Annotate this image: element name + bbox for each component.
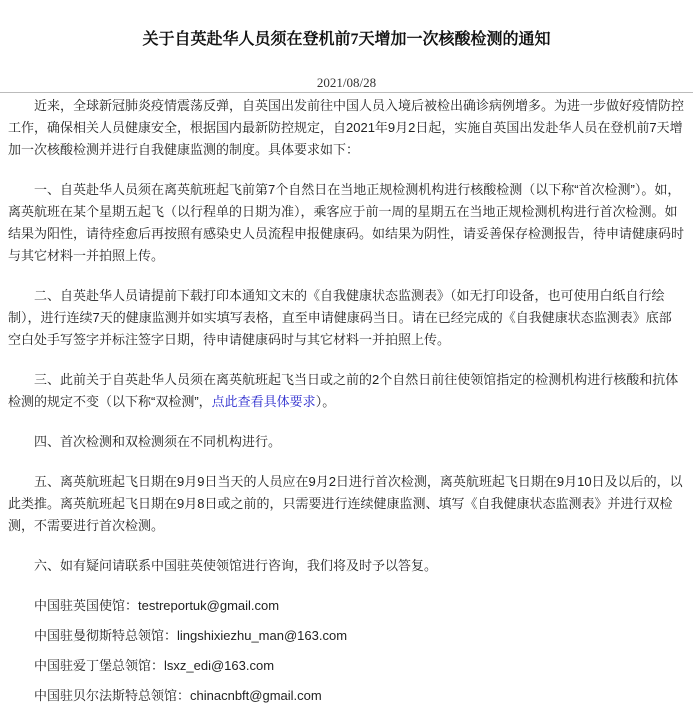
contact-label: 中国驻英国使馆：: [34, 598, 139, 613]
article-body: [8, 95, 684, 715]
item-two: 二、自英赴华人员请提前下载打印本通知文末的《自我健康状态监测表》（如无打印设备，也可使用白纸自行绘制），进行连续7天的健康监测并如实填写表格，直至申请健康码当日。请在已经完成的《自我健康状态监测表》底部空白处手写签字并标注签字日期，待申请健康码时与其它材料一并拍照上传。: [8, 288, 672, 347]
contact-belfast: [8, 685, 684, 707]
contact-manchester: [8, 625, 684, 647]
publish-date: 2021/08/28: [316, 75, 377, 90]
item-four: 四、首次检测和双检测须在不同机构进行。: [34, 434, 282, 449]
divider: [0, 92, 693, 93]
contact-label: 中国驻贝尔法斯特总领馆：: [34, 688, 191, 703]
contact-label: 中国驻爱丁堡总领馆：: [34, 658, 165, 673]
contact-email: chinacnbft@gmail.com: [190, 688, 322, 703]
item-one: 一、自英赴华人员须在离英航班起飞前第7个自然日在当地正规检测机构进行核酸检测（以下称“首次检测”）。如，离英航班在某个星期五起飞（以行程单的日期为准），乘客应于前一周的星期五在当地正规检测机构进行首次检测。如结果为阳性，请待痊愈后再按照有感染史人员流程申报健康码。如结果为阴性，请妥善保存检测报告，待申请健康码时与其它材料一并拍照上传。: [8, 182, 685, 263]
page-title: 关于自英赴华人员须在登机前7天增加一次核酸检测的通知: [142, 31, 551, 48]
contact-email: lingshixiezhu_man@163.com: [177, 628, 348, 643]
item-six: 六、如有疑问请联系中国驻英使领馆进行咨询，我们将及时予以答复。: [34, 558, 438, 573]
contact-embassy: [8, 595, 684, 617]
item-three: [8, 369, 684, 413]
contact-label: 中国驻曼彻斯特总领馆：: [34, 628, 178, 643]
item-five: 五、离英航班起飞日期在9月9日当天的人员应在9月2日进行首次检测，离英航班起飞日期在9月10日及以后的，以此类推。离英航班起飞日期在9月8日或之前的，只需要进行连续健康监测、填写《自我健康状态监测表》并进行双检测，不需要进行首次检测。: [8, 474, 683, 533]
item-three-end: ）。: [315, 394, 336, 409]
item-three-text: 三、此前关于自英赴华人员须在离英航班起飞当日或之前的2个自然日前往使领馆指定的检测机构进行核酸和抗体检测的规定不变（以下称“双检测”，: [8, 372, 679, 409]
contact-email: testreportuk@gmail.com: [138, 598, 280, 613]
requirements-link[interactable]: 点此查看具体要求: [211, 394, 316, 409]
contact-edinburgh: [8, 655, 684, 677]
contact-email: lsxz_edi@163.com: [164, 658, 275, 673]
intro-paragraph: 近来，全球新冠肺炎疫情震荡反弹，自英国出发前往中国人员入境后被检出确诊病例增多。为进一步做好疫情防控工作，确保相关人员健康安全，根据国内最新防控规定，自2021年9月2日起，实施自英国出发赴华人员在登机前7天增加一次核酸检测并进行自我健康监测的制度。具体要求如下：: [8, 98, 685, 157]
